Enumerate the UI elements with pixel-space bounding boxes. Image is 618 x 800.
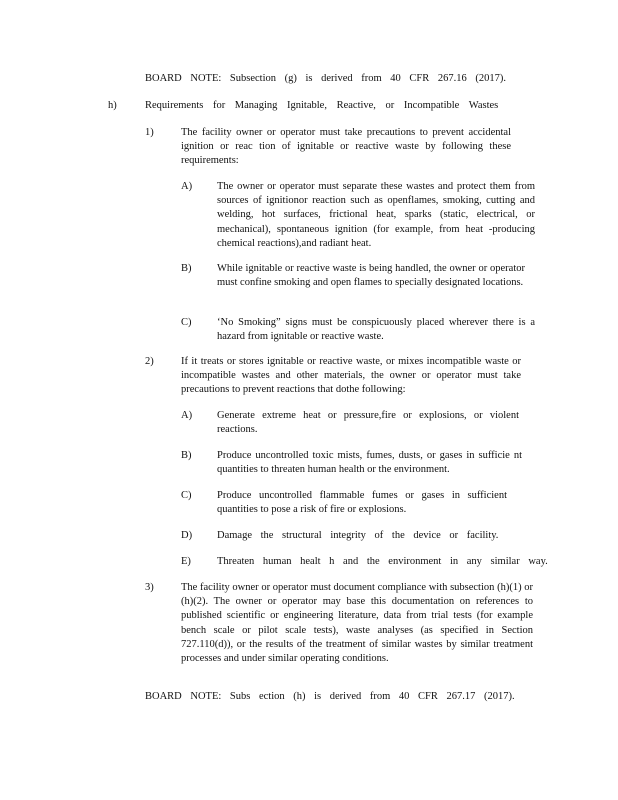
item-2d-text: Damage the structural integrity of the device or facility. <box>217 530 499 541</box>
item-1a-text: The owner or operator must separate these wastes and protect them from sources of ignitionor reaction such as openflames, smoking, cutting and welding, hot surfaces, frictional heat, sparks (static, electrical, or mechanical), spontaneous ignition (for example, from heat -producing chemical reactions),and radiant heat. <box>217 181 535 249</box>
item-2-text: If it treats or stores ignitable or reactive waste, or mixes incompatible waste or incompatible wastes and other materials, the owner or operator must take precautions to prevent reactions that dothe following: <box>181 356 521 396</box>
item-1b-label: B) <box>181 263 192 274</box>
board-note-g: BOARD NOTE: Subsection (g) is derived from 40 CFR 267.16 (2017). <box>145 73 506 84</box>
item-2b-label: B) <box>181 450 192 461</box>
item-1c-label: C) <box>181 317 192 328</box>
item-3-text: The facility owner or operator must document compliance with subsection (h)(1) or (h)(2). The owner or operator may base this documentation on references to published scientific or engineering literature, data from trial tests (for example bench scale or pilot scale tests), waste analyses (as specified in Section 727.110(d)), or the results of the treatment of similar wastes by similar treatment processes and under similar operating conditions. <box>181 582 533 665</box>
board-note-h: BOARD NOTE: Subs ection (h) is derived from 40 CFR 267.17 (2017). <box>145 691 515 702</box>
item-1b-text: While ignitable or reactive waste is being handled, the owner or operator must confine smoking and open flames to specially designated locations. <box>217 263 525 289</box>
item-2b-text: Produce uncontrolled toxic mists, fumes, dusts, or gases in sufficie nt quantities to threaten human health or the environment. <box>217 450 522 476</box>
item-2c-label: C) <box>181 490 192 501</box>
item-2e-text: Threaten human healt h and the environment in any similar way. <box>217 556 548 567</box>
item-2d-label: D) <box>181 530 193 541</box>
item-2-label: 2) <box>145 356 154 367</box>
item-3-label: 3) <box>145 582 154 593</box>
item-2a-label: A) <box>181 410 193 421</box>
item-1-text: The facility owner or operator must take precautions to prevent accidental ignition or reac tion of ignitable or reactive waste by following these requirements: <box>181 127 511 167</box>
section-h-title: Requirements for Managing Ignitable, Reactive, or Incompatible Wastes <box>145 100 499 111</box>
item-1c-text: ‘No Smoking” signs must be conspicuously placed wherever there is a hazard from ignitable or reactive waste. <box>217 317 535 343</box>
item-1-label: 1) <box>145 127 154 138</box>
item-2c-text: Produce uncontrolled flammable fumes or gases in sufficient quantities to pose a risk of fire or explosions. <box>217 490 507 516</box>
item-1a-label: A) <box>181 181 193 192</box>
section-h-label: h) <box>108 100 117 111</box>
item-2e-label: E) <box>181 556 191 567</box>
item-2a-text: Generate extreme heat or pressure,fire or explosions, or violent reactions. <box>217 410 519 436</box>
